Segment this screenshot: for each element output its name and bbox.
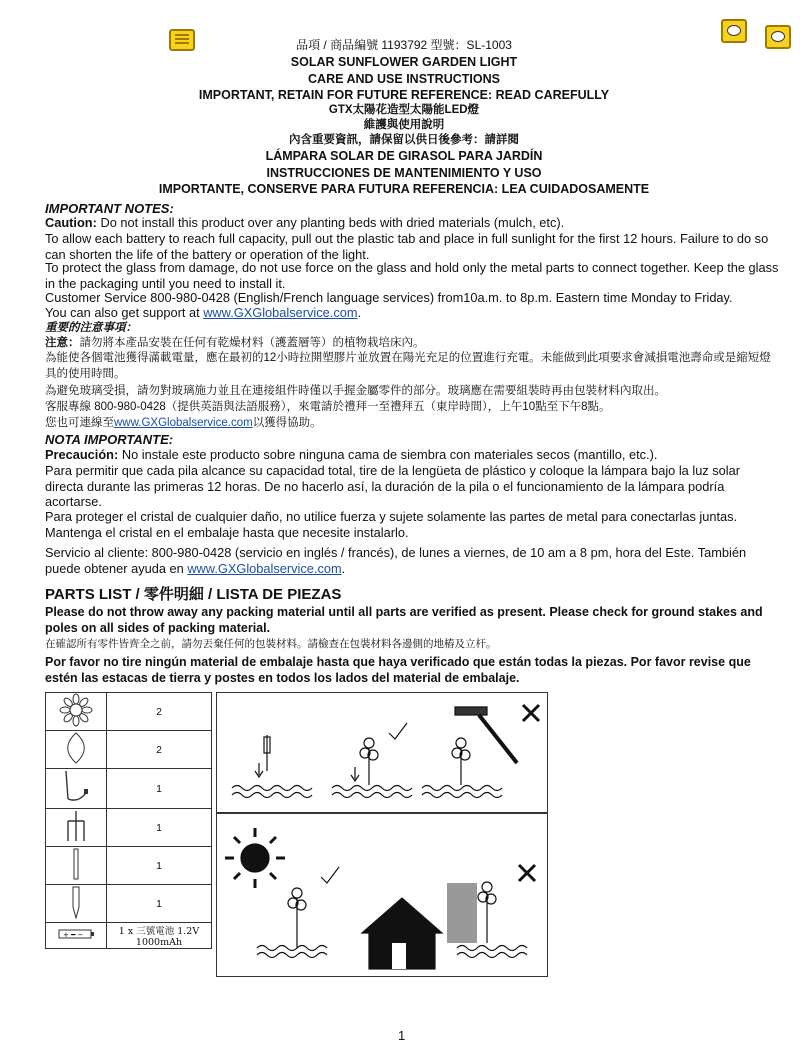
parts-note-es: Por favor no tire ningún material de embalaje hasta que haya verificado que están todas la piezas. Por favor revise que estén las estacas de tierra y postes en todos los lados del material de embalaje.	[45, 655, 751, 685]
important-es: IMPORTANTE, CONSERVE PARA FUTURA REFERENCIA: LEA CUIDADOSAMENTE	[158, 182, 650, 196]
battery-note-en: To allow each battery to reach full capacity, pull out the plastic tab and place in full sunlight for the first 12 hours. Failure to do so can shorten the life of the battery or operation of the light.	[45, 231, 769, 262]
support-link-es[interactable]: www.GXGlobalservice.com	[187, 560, 342, 576]
caution-zh	[45, 336, 780, 352]
parts-list-title: PARTS LIST / 零件明細 / LISTA DE PIEZAS	[45, 586, 342, 603]
caution-label-zh: 注意：	[45, 337, 80, 349]
install-illustration	[217, 693, 547, 813]
subtitle-en: CARE AND USE INSTRUCTIONS	[308, 72, 500, 86]
part-qty: 1	[107, 885, 212, 923]
title-en: SOLAR SUNFLOWER GARDEN LIGHT	[290, 55, 518, 69]
notes-heading-es: NOTA IMPORTANTE:	[45, 432, 174, 447]
caution-label: Caution:	[45, 215, 97, 230]
title-es: LÁMPARA SOLAR DE GIRASOL PARA JARDÍN	[265, 149, 543, 163]
service-note-en: Customer Service 800-980-0428 (English/French language services) from10a.m. to 8p.m. Eastern time Monday to Friday.	[45, 290, 733, 305]
support-text-zh: 您也可連線至	[45, 417, 114, 429]
leaf-icon	[46, 731, 107, 769]
service-note-zh: 客服專線 800-980-0428（提供英語與法語服務），來電請於禮拜一至禮拜五（東岸時間），上午10點至下午8點。	[45, 401, 611, 413]
part-qty: 1	[107, 769, 212, 809]
notes-heading-en: IMPORTANT NOTES:	[45, 201, 174, 216]
service-text-es: Servicio al cliente: 800-980-0428 (servicio en inglés / francés), de lunes a viernes, de 10 am a 8 pm, hora del Este. También puede obtener ayuda en	[45, 545, 747, 576]
caution-label-es: Precaución:	[45, 447, 119, 462]
part-qty: 1	[107, 847, 212, 885]
table-row	[46, 731, 212, 769]
glass-note-en: To protect the glass from damage, do not use force on the glass and hold only the metal parts to connect together. Keep the glass in the packaging until you need to install it.	[45, 260, 779, 291]
svg-text:+ ━ −: + ━ −	[63, 931, 84, 939]
important-zh: 內含重要資訊，請保留以供日後參考：請詳閱	[289, 134, 519, 146]
table-row	[46, 885, 212, 923]
ground-stake-icon	[46, 885, 107, 923]
support-note-zh	[45, 416, 780, 432]
support-text: You can also get support at	[45, 305, 204, 320]
table-row	[46, 847, 212, 885]
item-number: 品項 / 商品編號 1193792 型號：SL-1003	[296, 38, 512, 52]
table-row	[46, 693, 212, 731]
caution-text-es: No instale este producto sobre ninguna cama de siembra con materiales secos (mantillo, etc.).	[118, 447, 658, 462]
notes-heading-zh: 重要的注意事項：	[45, 322, 137, 334]
table-row	[46, 769, 212, 809]
support-period: .	[357, 305, 362, 320]
placement-panel	[216, 812, 548, 977]
battery-note-es: Para permitir que cada pila alcance su capacidad total, tire de la lengüeta de plástico y coloque la lámpara bajo la luz solar directa durante las primeras 12 horas. De no hacerlo así, la duración de la pila o el funcionamiento de la lámpara podría acortarse.	[45, 463, 740, 509]
battery-note-zh: 為能使各個電池獲得滿載電量，應在最初的12小時拉開塑膠片並放置在陽光充足的位置進行充電。未能做到此項要求會減損電池壽命或是縮短燈具的使用時間。	[45, 352, 771, 380]
title-zh: GTX太陽花造型太陽能LED燈	[328, 104, 480, 116]
page-number: 1	[398, 1028, 406, 1043]
support-period-es: .	[341, 560, 346, 576]
support-link-zh[interactable]: www.GXGlobalservice.com	[114, 417, 253, 429]
caution-en	[45, 215, 780, 231]
service-note-es	[45, 545, 780, 576]
subtitle-zh: 維護與使用說明	[363, 119, 445, 131]
support-note-en	[45, 305, 780, 321]
wire-stem-icon	[46, 769, 107, 809]
fork-stake-icon	[46, 809, 107, 847]
battery-icon	[46, 923, 107, 949]
table-row	[46, 809, 212, 847]
part-qty: 2	[107, 693, 212, 731]
part-qty: 1 x 三號電池 1.2V 1000mAh	[107, 923, 212, 949]
parts-note-zh: 在確認所有零件皆齊全之前，請勿丟棄任何的包裝材料。請檢查在包裝材料各邊側的地樁及立杆。	[45, 638, 497, 650]
glass-note-es: Para proteger el cristal de cualquier daño, no utilice fuerza y sujete solamente las partes de metal para conectarlas juntas. Mantenga el cristal en el embalaje hasta que necesite instalarlo.	[45, 509, 738, 540]
placement-illustration	[217, 813, 547, 976]
important-en: IMPORTANT, RETAIN FOR FUTURE REFERENCE: READ CAREFULLY	[198, 88, 610, 102]
subtitle-es: INSTRUCCIONES DE MANTENIMIENTO Y USO	[266, 166, 542, 180]
support-link[interactable]: www.GXGlobalservice.com	[203, 305, 358, 320]
parts-table	[45, 692, 212, 949]
install-panel	[216, 692, 548, 814]
support-suffix-zh: 以獲得協助。	[252, 417, 322, 429]
part-qty: 2	[107, 731, 212, 769]
caution-es	[45, 447, 780, 463]
parts-note-en: Please do not throw away any packing material until all parts are verified as present. Please check for ground stakes and poles on all sides of packing material.	[45, 605, 763, 635]
part-qty: 1	[107, 809, 212, 847]
caution-text-zh: 請勿將本產品安裝在任何有乾燥材料（護蓋層等）的植物栽培床內。	[79, 337, 425, 349]
pole-icon	[46, 847, 107, 885]
glass-note-zh: 為避免玻璃受損，請勿對玻璃施力並且在連接組件時僅以手握金屬零件的部分。玻璃應在需要組裝時再由包裝材料內取出。	[45, 385, 666, 397]
caution-text: Do not install this product over any planting beds with dried materials (mulch, etc).	[96, 215, 565, 230]
table-row	[46, 923, 212, 949]
sunflower-icon	[46, 693, 107, 731]
